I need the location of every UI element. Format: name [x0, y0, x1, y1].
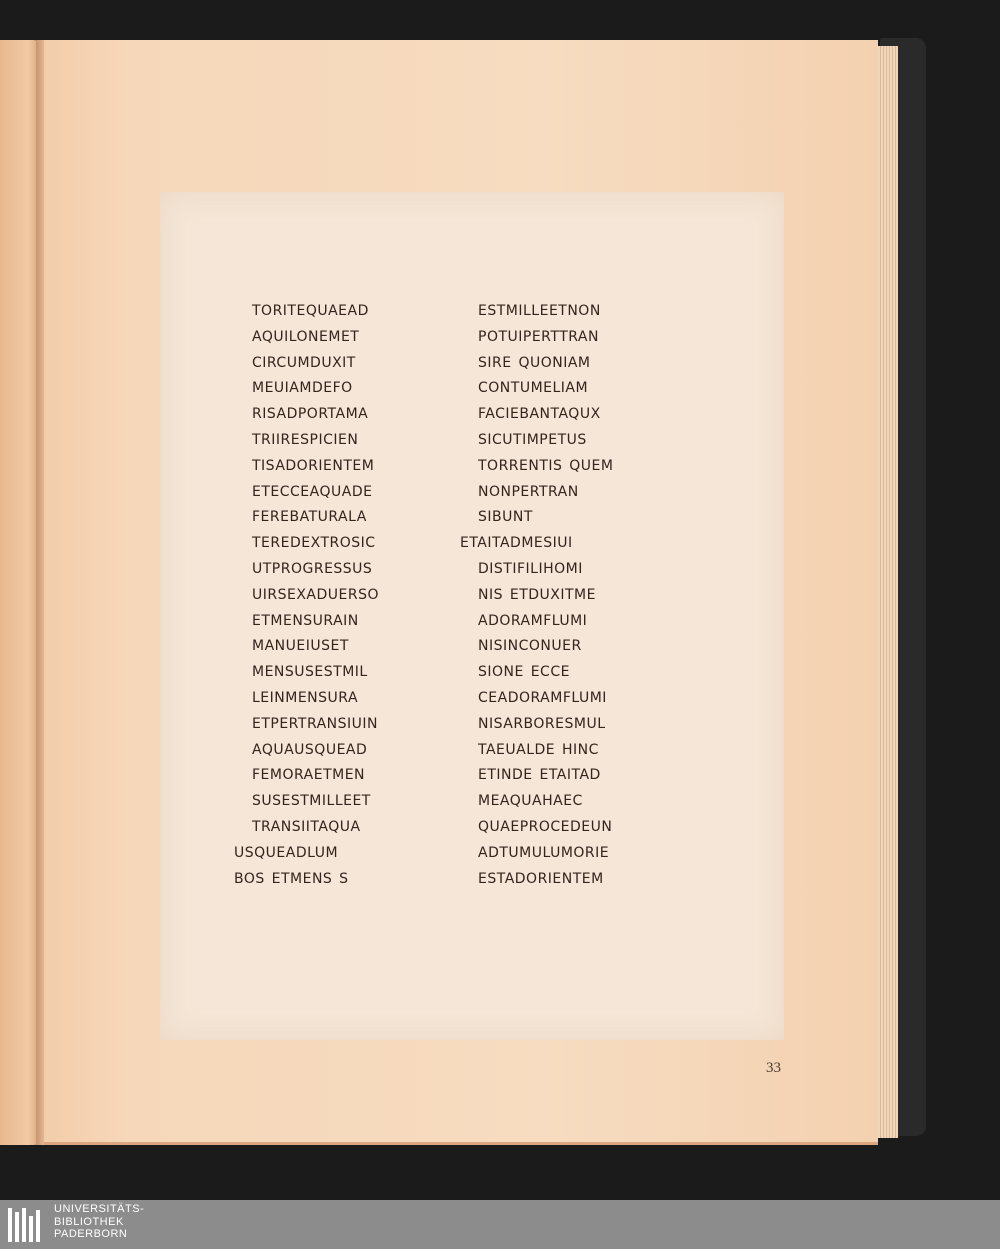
manuscript-line: toritequaead: [252, 296, 369, 320]
manuscript-line: usqueadlum: [234, 837, 339, 862]
manuscript-plate: [160, 192, 784, 1040]
manuscript-line: etaitadmesiui: [460, 528, 573, 553]
logo-line: BIBLIOTHEK: [54, 1215, 124, 1228]
manuscript-line: sicutimpetus: [478, 424, 587, 449]
manuscript-line: meaquahaec: [478, 786, 583, 811]
logo-line: UNIVERSITÄTS-: [54, 1203, 145, 1215]
logo-line: PADERBORN: [54, 1228, 128, 1240]
library-footer-bar: [0, 1200, 1000, 1249]
manuscript-line: susestmilleet: [252, 786, 371, 811]
manuscript-line: aquausquead: [252, 734, 368, 759]
manuscript-line: sione ecce: [478, 657, 570, 682]
manuscript-line: potuiperttran: [478, 321, 599, 346]
manuscript-line: ceadoramflumi: [478, 682, 607, 707]
manuscript-line: adtumulumorie: [478, 837, 610, 862]
manuscript-line: distifilihomi: [478, 553, 583, 578]
manuscript-line: triirespicien: [252, 424, 359, 449]
manuscript-line: transiitaqua: [252, 811, 361, 836]
manuscript-line: sire quoniam: [478, 347, 591, 372]
manuscript-right-column: [460, 296, 718, 889]
manuscript-line: sibunt: [478, 502, 533, 527]
manuscript-line: tisadorientem: [252, 450, 375, 475]
manuscript-line: etinde etaitad: [478, 760, 601, 785]
manuscript-line: estadorientem: [478, 863, 604, 888]
page-number: 33: [766, 1060, 781, 1076]
right-page: [44, 40, 878, 1145]
manuscript-line: nonpertran: [478, 476, 579, 501]
library-logo-text: [54, 1203, 144, 1241]
manuscript-line: taeualde hinc: [478, 734, 599, 759]
manuscript-line: circumduxit: [252, 347, 356, 372]
manuscript-line: femoraetmen: [252, 760, 366, 785]
manuscript-line: quaeprocedeun: [478, 811, 613, 836]
manuscript-line: etpertransiuin: [252, 708, 379, 733]
manuscript-line: faciebantaqux: [478, 399, 601, 424]
manuscript-line: adoramflumi: [478, 605, 588, 630]
manuscript-line: contumeliam: [478, 373, 589, 398]
manuscript-line: nisinconuer: [478, 631, 582, 656]
library-logo-icon: [6, 1204, 46, 1246]
manuscript-line: nisarboresmul: [478, 708, 606, 733]
manuscript-line: mensusestmil: [252, 657, 368, 682]
manuscript-line: nis etduxitme: [478, 579, 596, 604]
manuscript-line: utprogressus: [252, 553, 373, 578]
manuscript-line: teredextrosic: [252, 528, 376, 553]
manuscript-left-column: [234, 296, 472, 889]
manuscript-line: meuiamdefo: [252, 373, 353, 398]
manuscript-line: risadportama: [252, 399, 369, 424]
manuscript-line: uirsexaduerso: [252, 579, 380, 604]
manuscript-line: torrentis quem: [478, 450, 614, 475]
manuscript-line: aquilonemet: [252, 321, 360, 346]
manuscript-line: ferebaturala: [252, 502, 367, 527]
manuscript-line: etmensurain: [252, 605, 359, 630]
manuscript-line: etecceaquade: [252, 476, 373, 501]
left-page-edge: [0, 40, 40, 1145]
manuscript-line: estmilleetnon: [478, 296, 601, 320]
manuscript-line: manueiuset: [252, 631, 349, 656]
manuscript-line: bos etmens s: [234, 863, 349, 888]
manuscript-line: leinmensura: [252, 682, 359, 707]
